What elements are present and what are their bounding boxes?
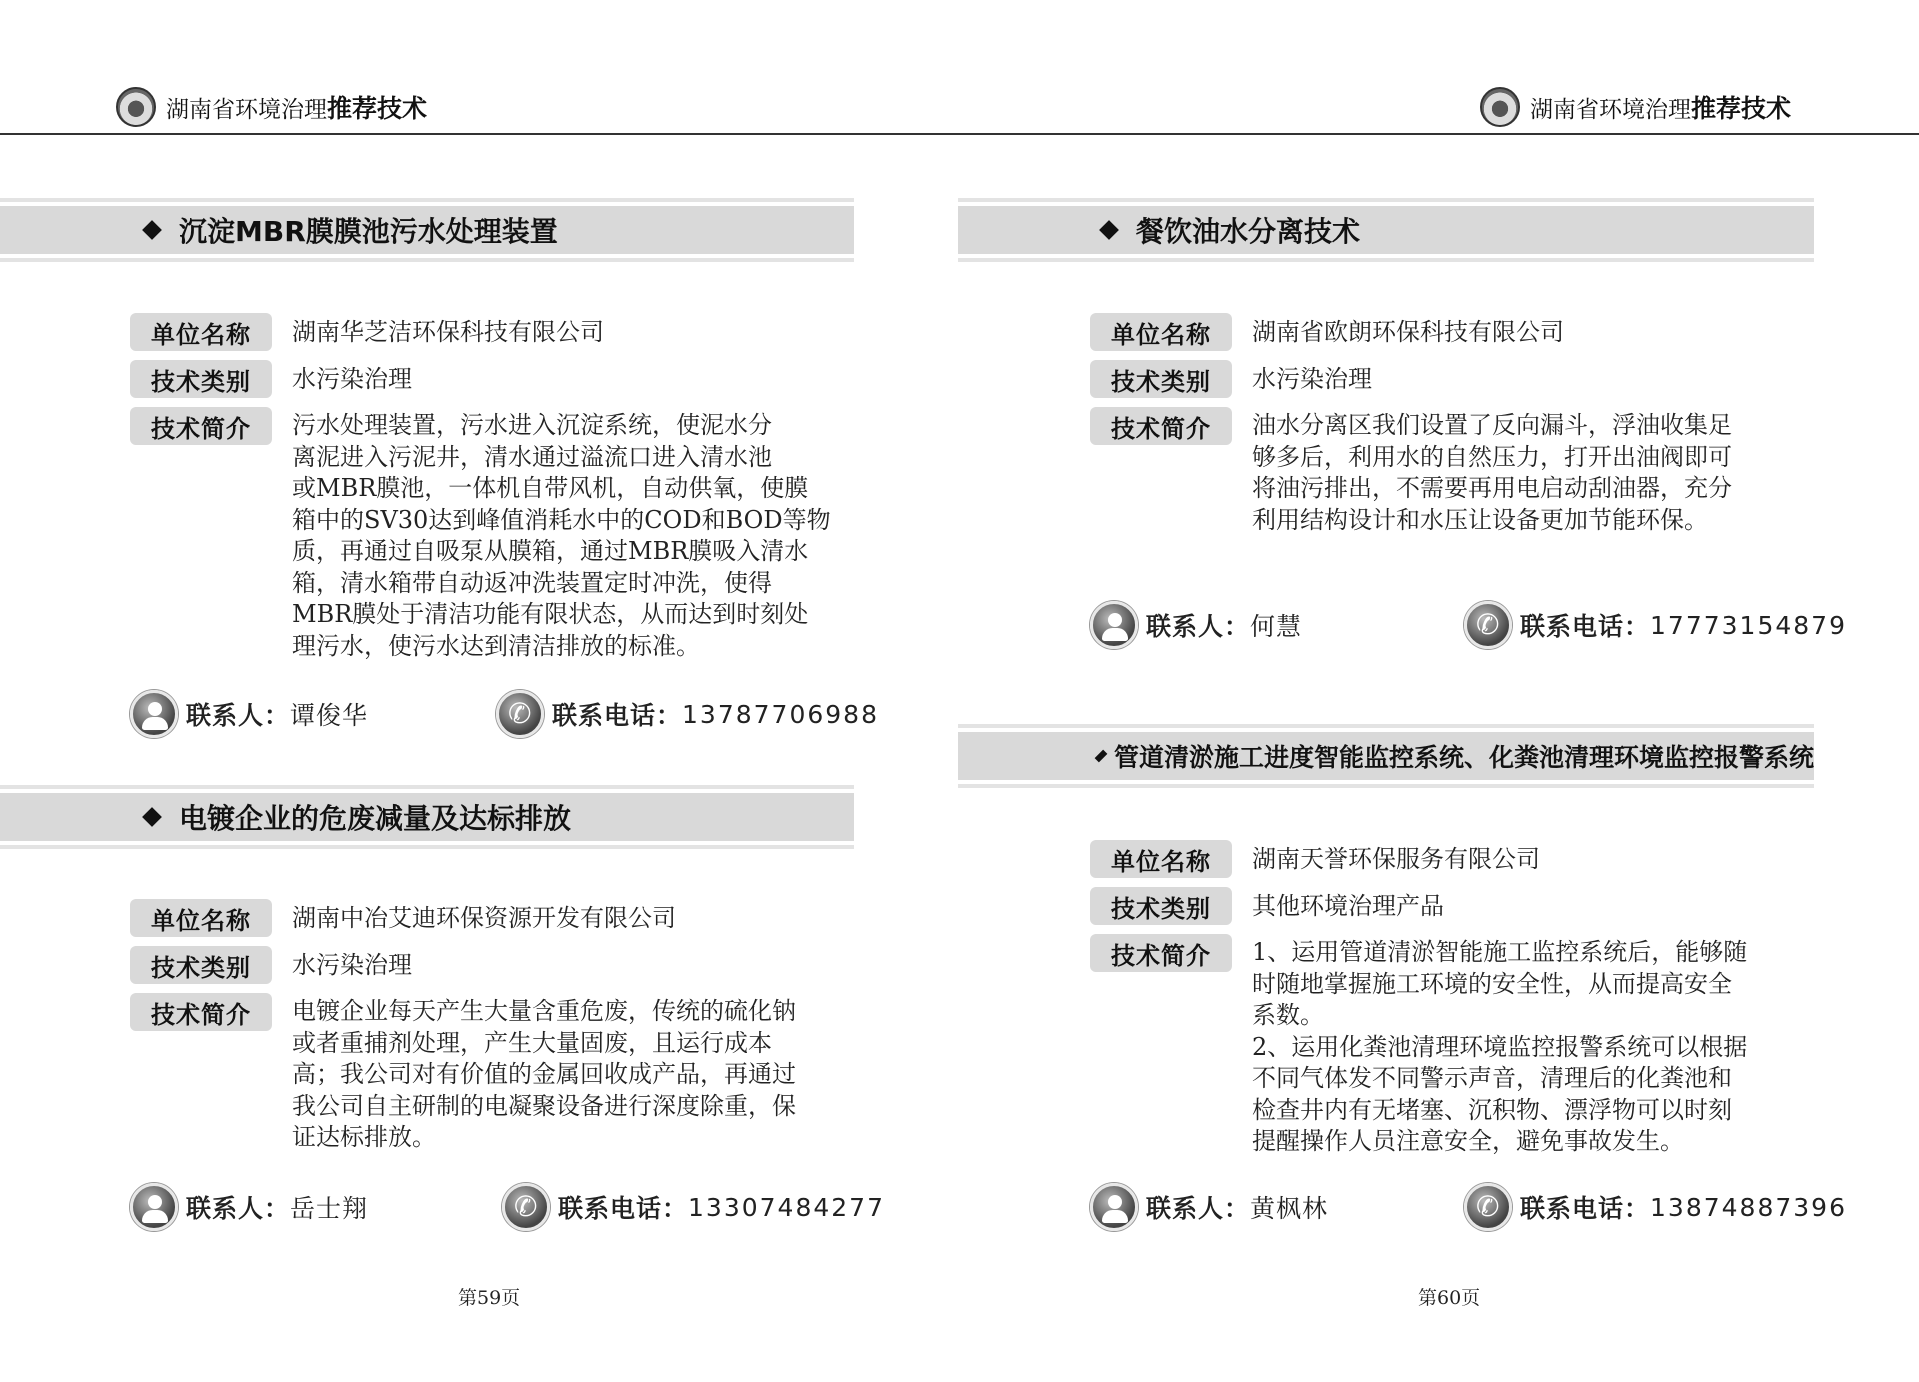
contact-phone: ✆ 联系电话： 13307484277 (502, 1182, 885, 1232)
logo-icon (116, 87, 156, 127)
intro-label: 技术简介 (1090, 934, 1232, 972)
category-label: 技术类别 (1090, 887, 1232, 925)
page-number-right: 第60页 (1418, 1287, 1481, 1309)
phone-icon (1464, 1183, 1512, 1231)
contact-phone: ✆ 联系电话： 17773154879 (1464, 600, 1847, 650)
phone-number: 13787706988 (682, 699, 879, 729)
header-title: 湖南省环境治理推荐技术 (166, 94, 428, 123)
unit-label: 单位名称 (1090, 313, 1232, 351)
category-value: 水污染治理 (1252, 365, 1372, 393)
diamond-bullet-icon (1099, 220, 1119, 240)
phone-icon (1464, 601, 1512, 649)
header-title: 湖南省环境治理推荐技术 (1530, 94, 1792, 123)
contact-person: 联系人： 黄枫林 (1090, 1182, 1328, 1232)
person-icon (130, 690, 178, 738)
phone-icon (502, 1183, 550, 1231)
intro-label: 技术简介 (1090, 407, 1232, 445)
logo-icon (1480, 87, 1520, 127)
section-title-band (958, 198, 1814, 262)
contact-person: 联系人： 何慧 (1090, 600, 1302, 650)
section-title: 管道清淤施工进度智能监控系统、化粪池清理环境监控报警系统 (1113, 743, 1814, 772)
category-label: 技术类别 (130, 360, 272, 398)
section-title: 沉淀MBR膜膜池污水处理装置 (179, 215, 558, 248)
intro-text: 污水处理装置，污水进入沉淀系统，使泥水分 离泥进入污泥井，清水通过溢流口进入清水池 或MBR膜池，一体机自带风机，自动供氧，使膜 箱中的SV30达到峰值消耗水中的COD和BOD等物 质，再通过自吸泵从膜箱，通过MBR膜吸入清水 箱，清水箱带自动返冲洗装置定时冲洗，使得 MBR膜处于清洁功能有限状态，从而达到时刻处 理污水，使污水达到清洁排放的标准。 (292, 411, 831, 660)
unit-label: 单位名称 (130, 313, 272, 351)
contact-phone: ✆ 联系电话： 13787706988 (496, 689, 879, 739)
intro-label: 技术简介 (130, 993, 272, 1031)
section-title-band (0, 198, 854, 262)
phone-number: 13874887396 (1650, 1192, 1847, 1222)
unit-value: 湖南省欧朗环保科技有限公司 (1252, 318, 1564, 346)
category-value: 水污染治理 (292, 951, 412, 979)
intro-text: 1、运用管道清淤智能施工监控系统后，能够随 时随地掌握施工环境的安全性，从而提高安全 系数。 2、运用化粪池清理环境监控报警系统可以根据 不同气体发不同警示声音，清理后的化粪池和 检查井内有无堵塞、沉积物、漂浮物可以时刻 提醒操作人员注意安全，避免事故发生。 (1252, 938, 1748, 1155)
category-value: 水污染治理 (292, 365, 412, 393)
section-info (1090, 313, 1814, 545)
unit-value: 湖南天誉环保服务有限公司 (1252, 845, 1540, 873)
category-label: 技术类别 (130, 946, 272, 984)
person-icon (130, 1183, 178, 1231)
contact-person: 联系人： 谭俊华 (130, 689, 368, 739)
intro-text: 油水分离区我们设置了反向漏斗，浮油收集足 够多后，利用水的自然压力，打开出油阀即可 将油污排出，不需要再用电启动刮油器，充分 利用结构设计和水压让设备更加节能环保。 (1252, 411, 1732, 534)
section-title: 餐饮油水分离技术 (1136, 215, 1361, 248)
running-header-left (116, 84, 427, 130)
running-header-right (1480, 84, 1791, 130)
phone-icon (496, 690, 544, 738)
section-info (130, 899, 860, 1163)
intro-text: 电镀企业每天产生大量含重危废，传统的硫化钠 或者重捕剂处理，产生大量固废，且运行成本 高；我公司对有价值的金属回收成产品，再通过 我公司自主研制的电凝聚设备进行深度除重，保 证达标排放。 (292, 997, 796, 1151)
phone-number: 13307484277 (688, 1192, 885, 1222)
diamond-bullet-icon (142, 220, 162, 240)
contact-name: 谭俊华 (290, 701, 369, 730)
unit-value: 湖南中冶艾迪环保资源开发有限公司 (292, 904, 676, 932)
person-icon (1090, 601, 1138, 649)
section-title-band (0, 785, 854, 849)
contact-name: 黄枫林 (1250, 1194, 1329, 1223)
section-title: 电镀企业的危废减量及达标排放 (179, 802, 572, 835)
person-icon (1090, 1183, 1138, 1231)
page-number-left: 第59页 (458, 1287, 521, 1309)
intro-label: 技术简介 (130, 407, 272, 445)
phone-number: 17773154879 (1650, 610, 1847, 640)
contact-name: 何慧 (1250, 612, 1303, 641)
section-info (1090, 840, 1814, 1167)
contact-person: 联系人： 岳士翔 (130, 1182, 368, 1232)
section-title-band (958, 724, 1814, 788)
category-value: 其他环境治理产品 (1252, 892, 1444, 920)
unit-label: 单位名称 (1090, 840, 1232, 878)
contact-phone: ✆ 联系电话： 13874887396 (1464, 1182, 1847, 1232)
unit-label: 单位名称 (130, 899, 272, 937)
section-info (130, 313, 854, 671)
contact-name: 岳士翔 (290, 1194, 369, 1223)
category-label: 技术类别 (1090, 360, 1232, 398)
unit-value: 湖南华芝洁环保科技有限公司 (292, 318, 604, 346)
header-divider (0, 133, 1919, 135)
diamond-bullet-icon (1095, 750, 1108, 763)
diamond-bullet-icon (142, 807, 162, 827)
